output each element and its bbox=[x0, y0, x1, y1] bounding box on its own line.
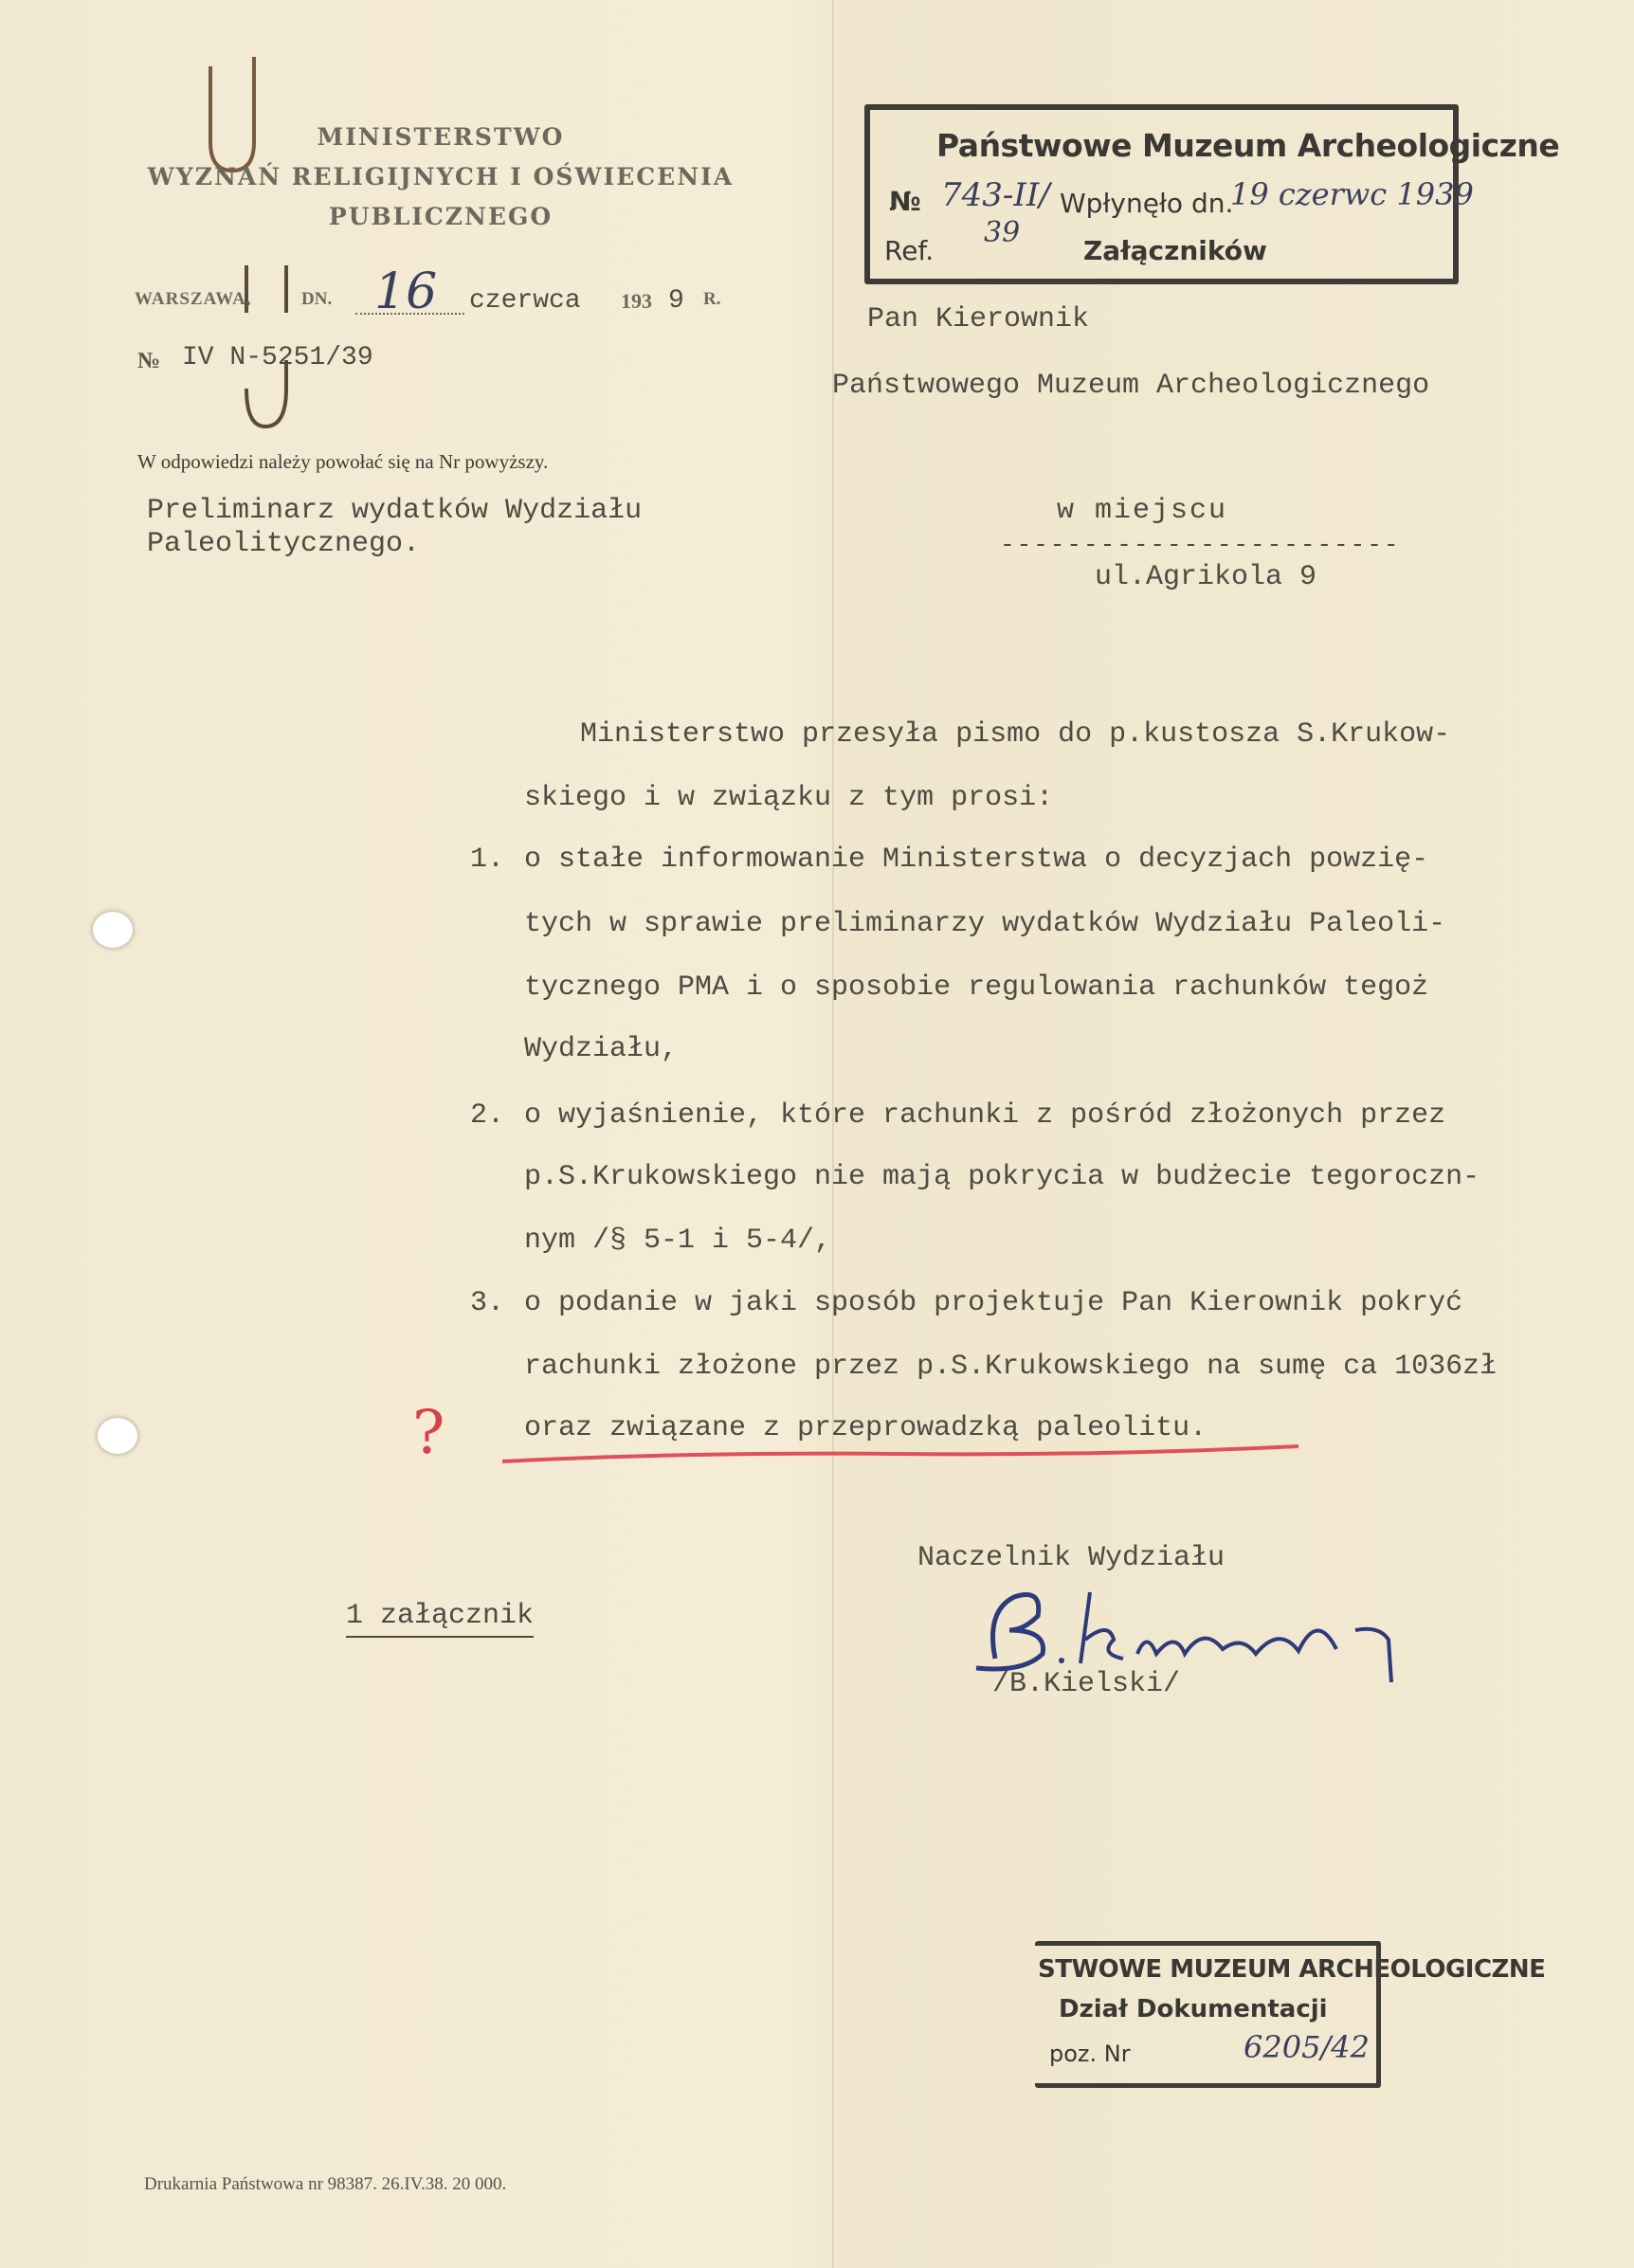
body-intro-line1: Ministerstwo przesyła pismo do p.kustosza S.Krukow- bbox=[580, 718, 1451, 751]
item2-line1: o wyjaśnienie, które rachunki z pośród złożonych przez bbox=[524, 1099, 1446, 1132]
addressee-line2: Państwowego Muzeum Archeologicznego bbox=[832, 370, 1430, 402]
year-digit: 9 bbox=[668, 286, 684, 316]
red-question-mark: ? bbox=[412, 1398, 445, 1468]
documentation-stamp-department: Dział Dokumentacji bbox=[1059, 1995, 1328, 2023]
punch-hole-upper bbox=[93, 912, 133, 948]
printer-footer: Drukarnia Państwowa nr 98387. 26.IV.38. 20 000. bbox=[144, 2174, 507, 2194]
subject-line2: Paleolitycznego. bbox=[147, 528, 421, 560]
addressee-line1: Pan Kierownik bbox=[867, 303, 1090, 336]
red-underline-mark bbox=[498, 1441, 1303, 1469]
reference-number: IV N-5251/39 bbox=[182, 343, 373, 372]
paperclip-mark bbox=[190, 47, 275, 180]
year-prefix: 193 bbox=[621, 289, 652, 313]
receipt-stamp-ref-value: 39 bbox=[984, 216, 1021, 249]
receipt-stamp-no-label: № bbox=[889, 186, 921, 217]
documentation-stamp-position-label: poz. Nr bbox=[1049, 2041, 1131, 2067]
punch-hole-lower bbox=[98, 1418, 137, 1454]
addressee-location: w miejscu bbox=[1057, 495, 1228, 527]
item2-line3: nym /§ 5-1 i 5-4/, bbox=[524, 1225, 832, 1257]
item3-line2: rachunki złożone przez p.S.Krukowskiego na sumę ca 1036zł bbox=[524, 1351, 1498, 1383]
signatory-name: /B.Kielski/ bbox=[992, 1668, 1181, 1700]
attachment-count: 1 załącznik bbox=[346, 1600, 534, 1638]
receipt-stamp-received-label: Wpłynęło dn. bbox=[1060, 188, 1234, 219]
receipt-stamp-title: Państwowe Muzeum Archeologiczne bbox=[936, 127, 1560, 164]
item1-line2: tych w sprawie preliminarzy wydatków Wydziału Paleoli- bbox=[524, 908, 1446, 940]
item2-line2: p.S.Krukowskiego nie mają pokrycia w budżecie tegoroczn- bbox=[524, 1161, 1480, 1193]
receipt-stamp-no-value: 743-II/ bbox=[941, 176, 1050, 214]
signatory-title: Naczelnik Wydziału bbox=[917, 1542, 1226, 1574]
receipt-stamp-ref-label: Ref. bbox=[884, 235, 935, 266]
receipt-stamp-received-date: 19 czerwc 1939 bbox=[1230, 176, 1474, 212]
item3-line3: oraz związane z przeprowadzką paleolitu. bbox=[524, 1412, 1207, 1444]
receipt-stamp bbox=[864, 104, 1560, 284]
item1-line1: o stałe informowanie Ministerstwa o decyzjach powzię- bbox=[524, 844, 1429, 876]
paper-fold-line bbox=[832, 0, 834, 2268]
ministry-name-line2: WYZNAŃ RELIGIJNYCH I OŚWIECENIA bbox=[147, 163, 735, 191]
addressee-street: ul.Agrikola 9 bbox=[1095, 561, 1317, 593]
number-sign: № bbox=[137, 349, 161, 373]
addressee-dashes: ------------------------ bbox=[1000, 531, 1401, 559]
item1-line4: Wydziału, bbox=[524, 1033, 679, 1065]
reply-instruction: W odpowiedzi należy powołać się na Nr powyższy. bbox=[137, 450, 549, 473]
item3-line1: o podanie w jaki sposób projektuje Pan Kierownik pokryć bbox=[524, 1287, 1463, 1319]
year-suffix: R. bbox=[703, 289, 721, 309]
ministry-name-line3: PUBLICZNEGO bbox=[328, 203, 554, 230]
body-intro-line2: skiego i w związku z tym prosi: bbox=[524, 782, 1054, 814]
item1-line3: tycznego PMA i o sposobie regulowania rachunków tegoż bbox=[524, 971, 1429, 1004]
receipt-stamp-attachments-label: Załączników bbox=[1083, 235, 1267, 266]
item1-number: 1. bbox=[470, 844, 505, 876]
documentation-stamp-number: 6205/42 bbox=[1244, 2029, 1370, 2065]
date-prefix: DN. bbox=[301, 289, 333, 309]
documentation-stamp bbox=[1035, 1941, 1546, 2088]
item2-number: 2. bbox=[470, 1099, 505, 1132]
subject-line1: Preliminarz wydatków Wydziału bbox=[147, 495, 643, 527]
typed-month: czerwca bbox=[469, 286, 581, 316]
handwritten-day: 16 bbox=[374, 263, 438, 320]
ministry-name-line1: MINISTERSTWO bbox=[317, 123, 565, 151]
documentation-stamp-title: STWOWE MUZEUM ARCHEOLOGICZNE bbox=[1038, 1955, 1546, 1984]
place-label: WARSZAWA, bbox=[135, 289, 252, 309]
item3-number: 3. bbox=[470, 1287, 505, 1319]
